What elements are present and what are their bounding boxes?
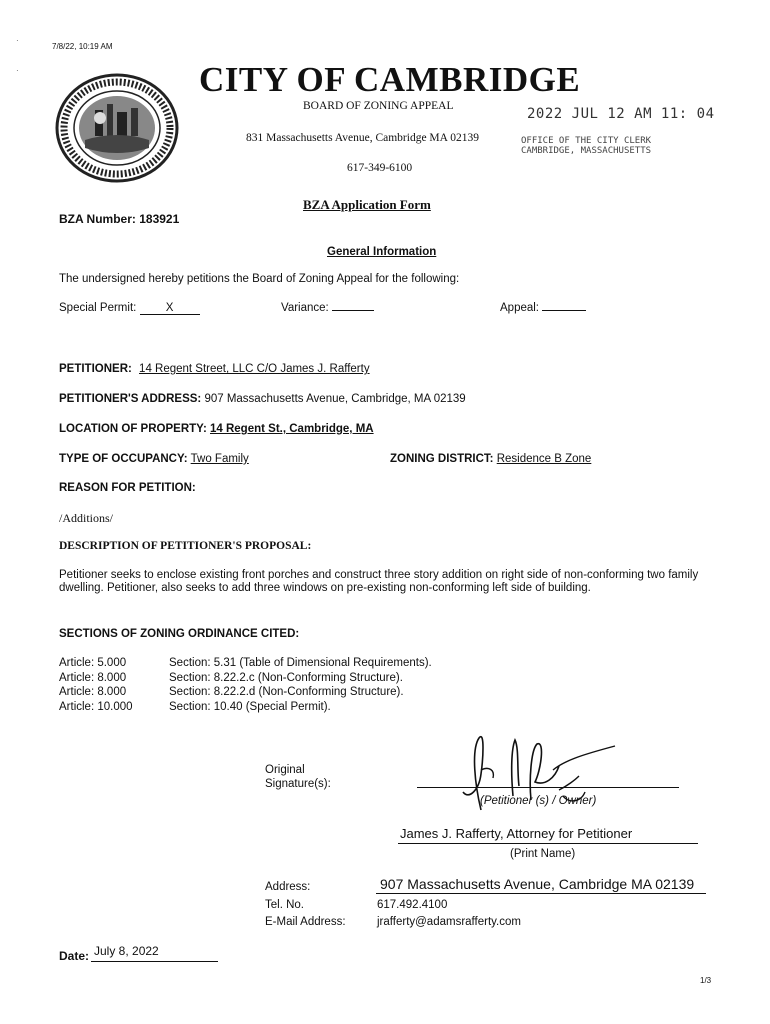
article-cell: Article: 8.000: [59, 686, 127, 698]
stamp-line-1: OFFICE OF THE CITY CLERK: [521, 136, 652, 146]
bza-number-label: BZA Number:: [59, 212, 136, 226]
appeal-label: Appeal:: [500, 302, 540, 314]
article-cell: Article: 10.000: [59, 700, 133, 713]
special-permit-label: Special Permit:: [59, 302, 137, 314]
margin-mark: ·: [16, 36, 19, 45]
occupancy-value: Two Family: [190, 453, 249, 465]
occupancy-row: [59, 453, 249, 465]
signature-caption: (Petitioner (s) / Owner): [480, 795, 597, 807]
address-value: 907 Massachusetts Avenue, Cambridge MA 02139: [380, 876, 695, 892]
date-label: Date:: [59, 949, 90, 963]
tel-value: 617.492.4100: [377, 899, 448, 911]
sections-cited-table: [59, 656, 432, 714]
intro-text: The undersigned hereby petitions the Board of Zoning Appeal for the following:: [59, 273, 460, 285]
location-value: 14 Regent St., Cambridge, MA: [210, 423, 374, 435]
email-label: E-Mail Address:: [265, 916, 346, 928]
email-value: jrafferty@adamsrafferty.com: [377, 916, 521, 928]
petitioner-label: PETITIONER:: [59, 363, 132, 375]
petitioner-address-label: PETITIONER'S ADDRESS:: [59, 393, 202, 405]
address-label: Address:: [265, 881, 311, 893]
table-row: [59, 700, 432, 715]
signature-label-line-1: Original: [265, 764, 305, 776]
address-line: [376, 893, 706, 894]
bza-number: [59, 212, 179, 226]
appeal-field: [500, 302, 586, 314]
description-label: DESCRIPTION OF PETITIONER'S PROPOSAL:: [59, 540, 312, 552]
location-label: LOCATION OF PROPERTY:: [59, 423, 207, 435]
special-permit-value: X: [140, 302, 200, 315]
board-address: 831 Massachusetts Avenue, Cambridge MA 02139: [246, 132, 479, 144]
appeal-value: [542, 310, 586, 311]
print-name: James J. Rafferty, Attorney for Petitioner: [400, 826, 633, 841]
sections-cited-label: SECTIONS OF ZONING ORDINANCE CITED:: [59, 628, 300, 640]
variance-value: [332, 310, 374, 311]
variance-label: Variance:: [281, 302, 329, 314]
signature-label-line-2: Signature(s):: [265, 778, 331, 790]
section-cell: Section: 5.31 (Table of Dimensional Requirements).: [169, 657, 432, 669]
table-row: [59, 671, 432, 686]
stamp-date: 2022 JUL 12 AM 11: 04: [527, 106, 715, 122]
bza-number-value: 183921: [139, 212, 180, 226]
petitioner-address-value: 907 Massachusetts Avenue, Cambridge, MA 02139: [204, 393, 466, 405]
reason-value: /Additions/: [59, 511, 114, 525]
zoning-district-value: Residence B Zone: [496, 453, 592, 465]
city-title: CITY OF CAMBRIDGE: [199, 60, 581, 99]
board-phone: 617-349-6100: [347, 162, 413, 174]
date-line: [91, 961, 218, 962]
board-name: BOARD OF ZONING APPEAL: [303, 100, 454, 112]
special-permit-field: [59, 302, 200, 315]
tel-label: Tel. No.: [265, 899, 304, 911]
variance-field: [281, 302, 374, 314]
table-row: [59, 656, 432, 671]
city-seal-icon: [55, 72, 185, 184]
description-text: Petitioner seeks to enclose existing front porches and construct three story addition on right side of non-conforming two family dwelling. Petitioner, also seeks to add three windows on pre-existing non-conforming left side of building.: [59, 569, 699, 594]
page-number: 1/3: [700, 976, 712, 985]
petitioner-value: 14 Regent Street, LLC C/O James J. Rafferty: [139, 363, 370, 375]
table-row: [59, 685, 432, 700]
location-row: [59, 423, 374, 435]
margin-mark: ·: [16, 66, 19, 75]
section-cell: Section: 8.22.2.d (Non-Conforming Structure).: [169, 686, 404, 698]
petitioner-address-row: [59, 393, 466, 405]
section-heading: General Information: [327, 246, 437, 258]
zoning-district-row: [390, 453, 591, 465]
form-title: BZA Application Form: [303, 197, 431, 212]
article-cell: Article: 8.000: [59, 671, 127, 684]
date-value: July 8, 2022: [94, 944, 159, 958]
print-name-caption: (Print Name): [510, 848, 576, 860]
article-cell: Article: 5.000: [59, 657, 127, 669]
signature-line: [417, 787, 679, 788]
occupancy-label: TYPE OF OCCUPANCY:: [59, 453, 188, 465]
zoning-district-label: ZONING DISTRICT:: [390, 453, 494, 465]
stamp-line-2: CAMBRIDGE, MASSACHUSETTS: [521, 146, 652, 156]
section-cell: Section: 8.22.2.c (Non-Conforming Structure).: [169, 671, 403, 684]
print-name-line: [398, 843, 698, 844]
section-cell: Section: 10.40 (Special Permit).: [169, 700, 331, 713]
print-timestamp: 7/8/22, 10:19 AM: [52, 42, 113, 51]
petitioner-row: [59, 363, 370, 375]
reason-label: REASON FOR PETITION:: [59, 482, 196, 494]
